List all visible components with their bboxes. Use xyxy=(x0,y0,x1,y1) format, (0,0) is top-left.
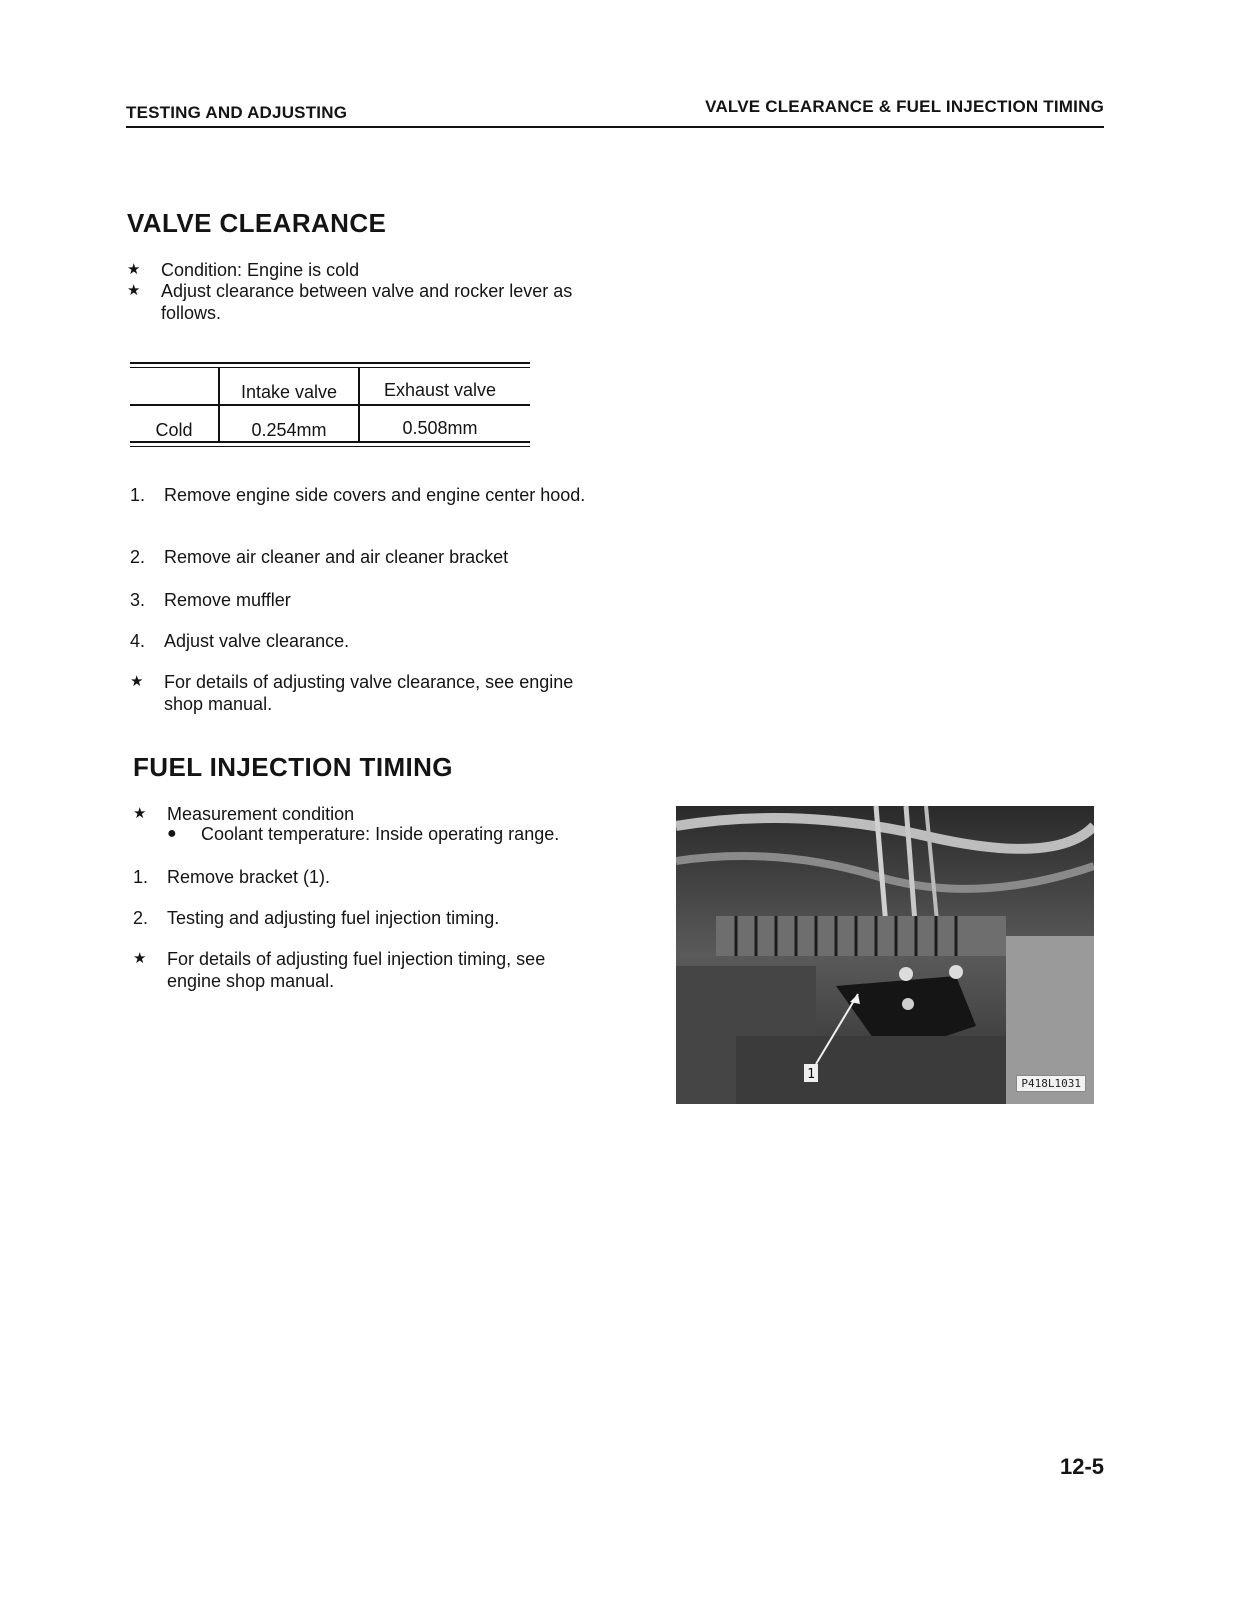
photo-callout-number: 1 xyxy=(807,1067,815,1082)
star-bullet-icon: ★ xyxy=(133,805,147,822)
step-text: Remove bracket (1). xyxy=(167,867,331,887)
header-right: VALVE CLEARANCE & FUEL INJECTION TIMING xyxy=(705,97,1104,116)
step-number: 2. xyxy=(130,547,146,567)
header-left: TESTING AND ADJUSTING xyxy=(126,103,348,122)
star-bullet-icon: ★ xyxy=(127,282,141,299)
table-cell-exhaust: 0.508mm xyxy=(402,418,478,438)
page-number: 12-5 xyxy=(1060,1454,1105,1479)
step-text: Remove engine side covers and engine center hood. xyxy=(164,485,586,505)
table-cell-intake: 0.254mm xyxy=(251,420,327,440)
condition-text: Adjust clearance between valve and rocker lever as follows. xyxy=(161,281,573,323)
step-number: 1. xyxy=(133,867,149,887)
table-rule xyxy=(130,367,530,368)
table-header-exhaust: Exhaust valve xyxy=(383,380,497,400)
step-text: Remove air cleaner and air cleaner bracket xyxy=(164,547,509,567)
step-number: 1. xyxy=(130,485,146,505)
step-text: For details of adjusting valve clearance, see engine shop manual. xyxy=(164,672,574,714)
table-rule xyxy=(130,441,530,443)
valve-clearance-table xyxy=(130,362,530,452)
table-row-label: Cold xyxy=(155,420,193,440)
table-rule xyxy=(130,446,530,447)
star-bullet-icon: ★ xyxy=(130,673,144,690)
star-bullet-icon: ★ xyxy=(127,261,141,278)
table-header-intake: Intake valve xyxy=(240,382,338,402)
section-title-fuel-injection: FUEL INJECTION TIMING xyxy=(133,752,453,782)
step-text: Adjust valve clearance. xyxy=(164,631,350,651)
step-text: Testing and adjusting fuel injection timing. xyxy=(167,908,500,928)
star-bullet-icon: ★ xyxy=(133,950,147,967)
step-text: Remove muffler xyxy=(164,590,291,610)
step-text: For details of adjusting fuel injection timing, see engine shop manual. xyxy=(167,949,546,991)
header-rule xyxy=(126,126,1104,128)
step-number: 2. xyxy=(133,908,149,928)
section-title-valve-clearance: VALVE CLEARANCE xyxy=(127,208,387,238)
engine-photo-illustration xyxy=(676,806,1094,1104)
dot-bullet-icon: ● xyxy=(167,825,177,842)
step-number: 3. xyxy=(130,590,146,610)
condition-text: Condition: Engine is cold xyxy=(161,260,360,280)
table-rule xyxy=(130,404,530,406)
engine-photo xyxy=(676,806,1094,1104)
condition-label: Measurement condition xyxy=(167,804,355,824)
step-number: 4. xyxy=(130,631,146,651)
table-rule xyxy=(130,362,530,364)
figure-code: P418L1031 xyxy=(1016,1075,1086,1092)
condition-subitem-text: Coolant temperature: Inside operating range. xyxy=(201,824,560,844)
